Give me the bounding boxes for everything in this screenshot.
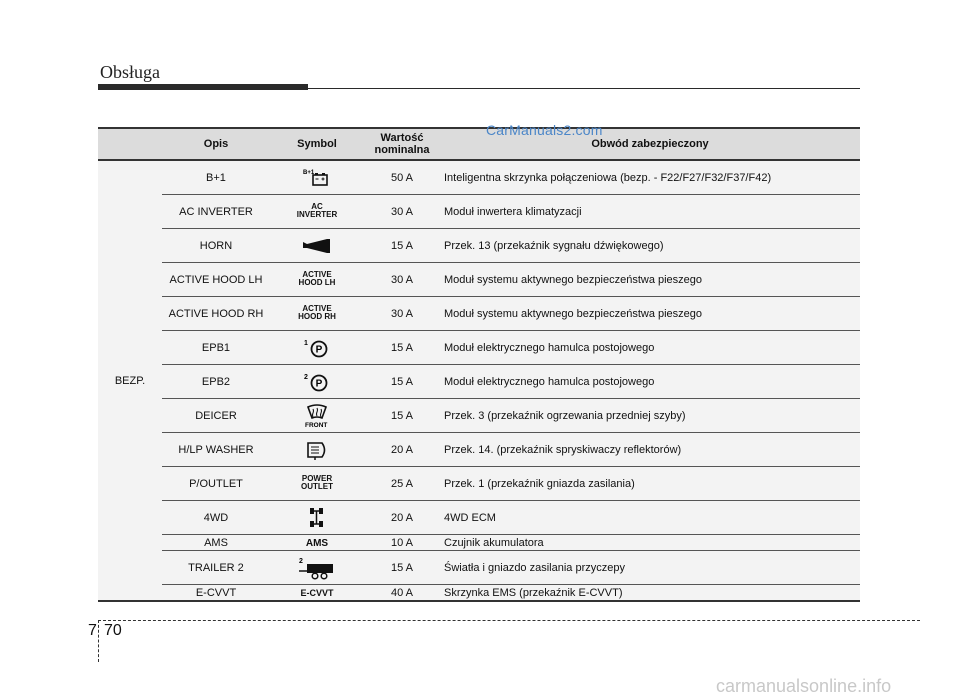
row-wartosc: 20 A (364, 433, 440, 467)
svg-text:2: 2 (304, 373, 308, 381)
table-row (98, 195, 860, 229)
row-opis: HORN (162, 229, 270, 263)
active-hood-rh-label-icon (270, 297, 364, 331)
header-rule-thick (98, 84, 308, 90)
row-opis: EPB2 (162, 365, 270, 399)
4wd-icon (270, 501, 364, 535)
parking-brake-2-icon (270, 365, 364, 399)
table-row (98, 535, 860, 551)
active-hood-lh-label-icon (270, 263, 364, 297)
e-cvvt-label-icon (270, 585, 364, 602)
table-row (98, 399, 860, 433)
fuse-table (98, 127, 860, 602)
row-obwod: Czujnik akumulatora (440, 535, 860, 551)
row-obwod: Przek. 1 (przekaźnik gniazda zasilania) (440, 467, 860, 501)
power-outlet-label-icon (270, 467, 364, 501)
row-opis: EPB1 (162, 331, 270, 365)
row-obwod: Moduł systemu aktywnego bezpieczeństwa pieszego (440, 297, 860, 331)
headlamp-washer-icon (270, 433, 364, 467)
table-row (98, 263, 860, 297)
parking-brake-1-icon (270, 331, 364, 365)
watermark-top: CarManuals2.com (486, 122, 603, 138)
ams-label-icon (270, 535, 364, 551)
row-obwod: Przek. 14. (przekaźnik spryskiwaczy reflektorów) (440, 433, 860, 467)
header-rule-thin (98, 88, 860, 89)
row-wartosc: 50 A (364, 160, 440, 195)
table-row (98, 160, 860, 195)
symbol-text: POWER OUTLET (301, 474, 333, 491)
row-opis: AMS (162, 535, 270, 551)
row-opis: ACTIVE HOOD LH (162, 263, 270, 297)
header-wartosc-label: Wartość nominalna (374, 132, 430, 156)
row-wartosc: 10 A (364, 535, 440, 551)
row-obwod: Moduł inwertera klimatyzacji (440, 195, 860, 229)
header-wartosc (364, 128, 440, 160)
front-defrost-icon (270, 399, 364, 433)
table-row (98, 229, 860, 263)
row-wartosc: 30 A (364, 297, 440, 331)
row-wartosc: 15 A (364, 551, 440, 585)
ac-inverter-label-icon (270, 195, 364, 229)
row-wartosc: 40 A (364, 585, 440, 602)
table-row (98, 331, 860, 365)
row-opis: H/LP WASHER (162, 433, 270, 467)
trailer-2-icon (270, 551, 364, 585)
table-row (98, 501, 860, 535)
row-wartosc: 15 A (364, 331, 440, 365)
symbol-text: ACTIVE HOOD LH (298, 270, 336, 287)
table-header-row (98, 128, 860, 160)
row-wartosc: 15 A (364, 365, 440, 399)
row-obwod: Moduł systemu aktywnego bezpieczeństwa pieszego (440, 263, 860, 297)
row-obwod: Inteligentna skrzynka połączeniowa (bezp. - F22/F27/F32/F37/F42) (440, 160, 860, 195)
row-obwod: 4WD ECM (440, 501, 860, 535)
header-cell-empty (98, 128, 162, 160)
header-symbol: Symbol (270, 128, 364, 160)
table-row (98, 585, 860, 602)
header-opis: Opis (162, 128, 270, 160)
svg-text:1: 1 (304, 339, 308, 347)
row-opis: ACTIVE HOOD RH (162, 297, 270, 331)
row-wartosc: 20 A (364, 501, 440, 535)
page-number: 70 (104, 622, 122, 639)
table-row (98, 365, 860, 399)
footer-divider (98, 620, 99, 662)
row-obwod: Skrzynka EMS (przekaźnik E-CVVT) (440, 585, 860, 602)
battery-b1-icon (270, 160, 364, 195)
table-row (98, 467, 860, 501)
section-number: 7 (88, 622, 97, 639)
footer-rule (98, 620, 920, 621)
watermark-bottom: carmanualsonline.info (716, 676, 892, 696)
symbol-text: AC INVERTER (296, 202, 338, 219)
row-opis: TRAILER 2 (162, 551, 270, 585)
row-obwod: Przek. 13 (przekaźnik sygnału dźwiękowego) (440, 229, 860, 263)
row-opis: B+1 (162, 160, 270, 195)
row-wartosc: 30 A (364, 263, 440, 297)
row-opis: P/OUTLET (162, 467, 270, 501)
row-opis: DEICER (162, 399, 270, 433)
svg-text:P: P (315, 378, 323, 389)
row-obwod: Przek. 3 (przekaźnik ogrzewania przedniej szyby) (440, 399, 860, 433)
table-row (98, 551, 860, 585)
page-header-title: Obsługa (100, 62, 160, 82)
group-label-bezp: BEZP. (98, 160, 162, 601)
svg-text:2: 2 (299, 557, 303, 565)
row-obwod: Światła i gniazdo zasilania przyczepy (440, 551, 860, 585)
horn-icon (270, 229, 364, 263)
row-wartosc: 15 A (364, 399, 440, 433)
symbol-text: ACTIVE HOOD RH (298, 304, 336, 321)
row-opis: E-CVVT (162, 585, 270, 602)
symbol-text: AMS (305, 537, 329, 549)
table-row (98, 433, 860, 467)
row-wartosc: 30 A (364, 195, 440, 229)
header-obwod: Obwód zabezpieczony (440, 128, 860, 160)
row-opis: AC INVERTER (162, 195, 270, 229)
svg-text:P: P (315, 344, 323, 355)
svg-text:FRONT: FRONT (305, 421, 328, 429)
table-row (98, 297, 860, 331)
svg-text:B+1: B+1 (303, 169, 315, 176)
row-wartosc: 15 A (364, 229, 440, 263)
symbol-text: E-CVVT (300, 587, 334, 598)
row-obwod: Moduł elektrycznego hamulca postojowego (440, 331, 860, 365)
row-wartosc: 25 A (364, 467, 440, 501)
row-opis: 4WD (162, 501, 270, 535)
row-obwod: Moduł elektrycznego hamulca postojowego (440, 365, 860, 399)
